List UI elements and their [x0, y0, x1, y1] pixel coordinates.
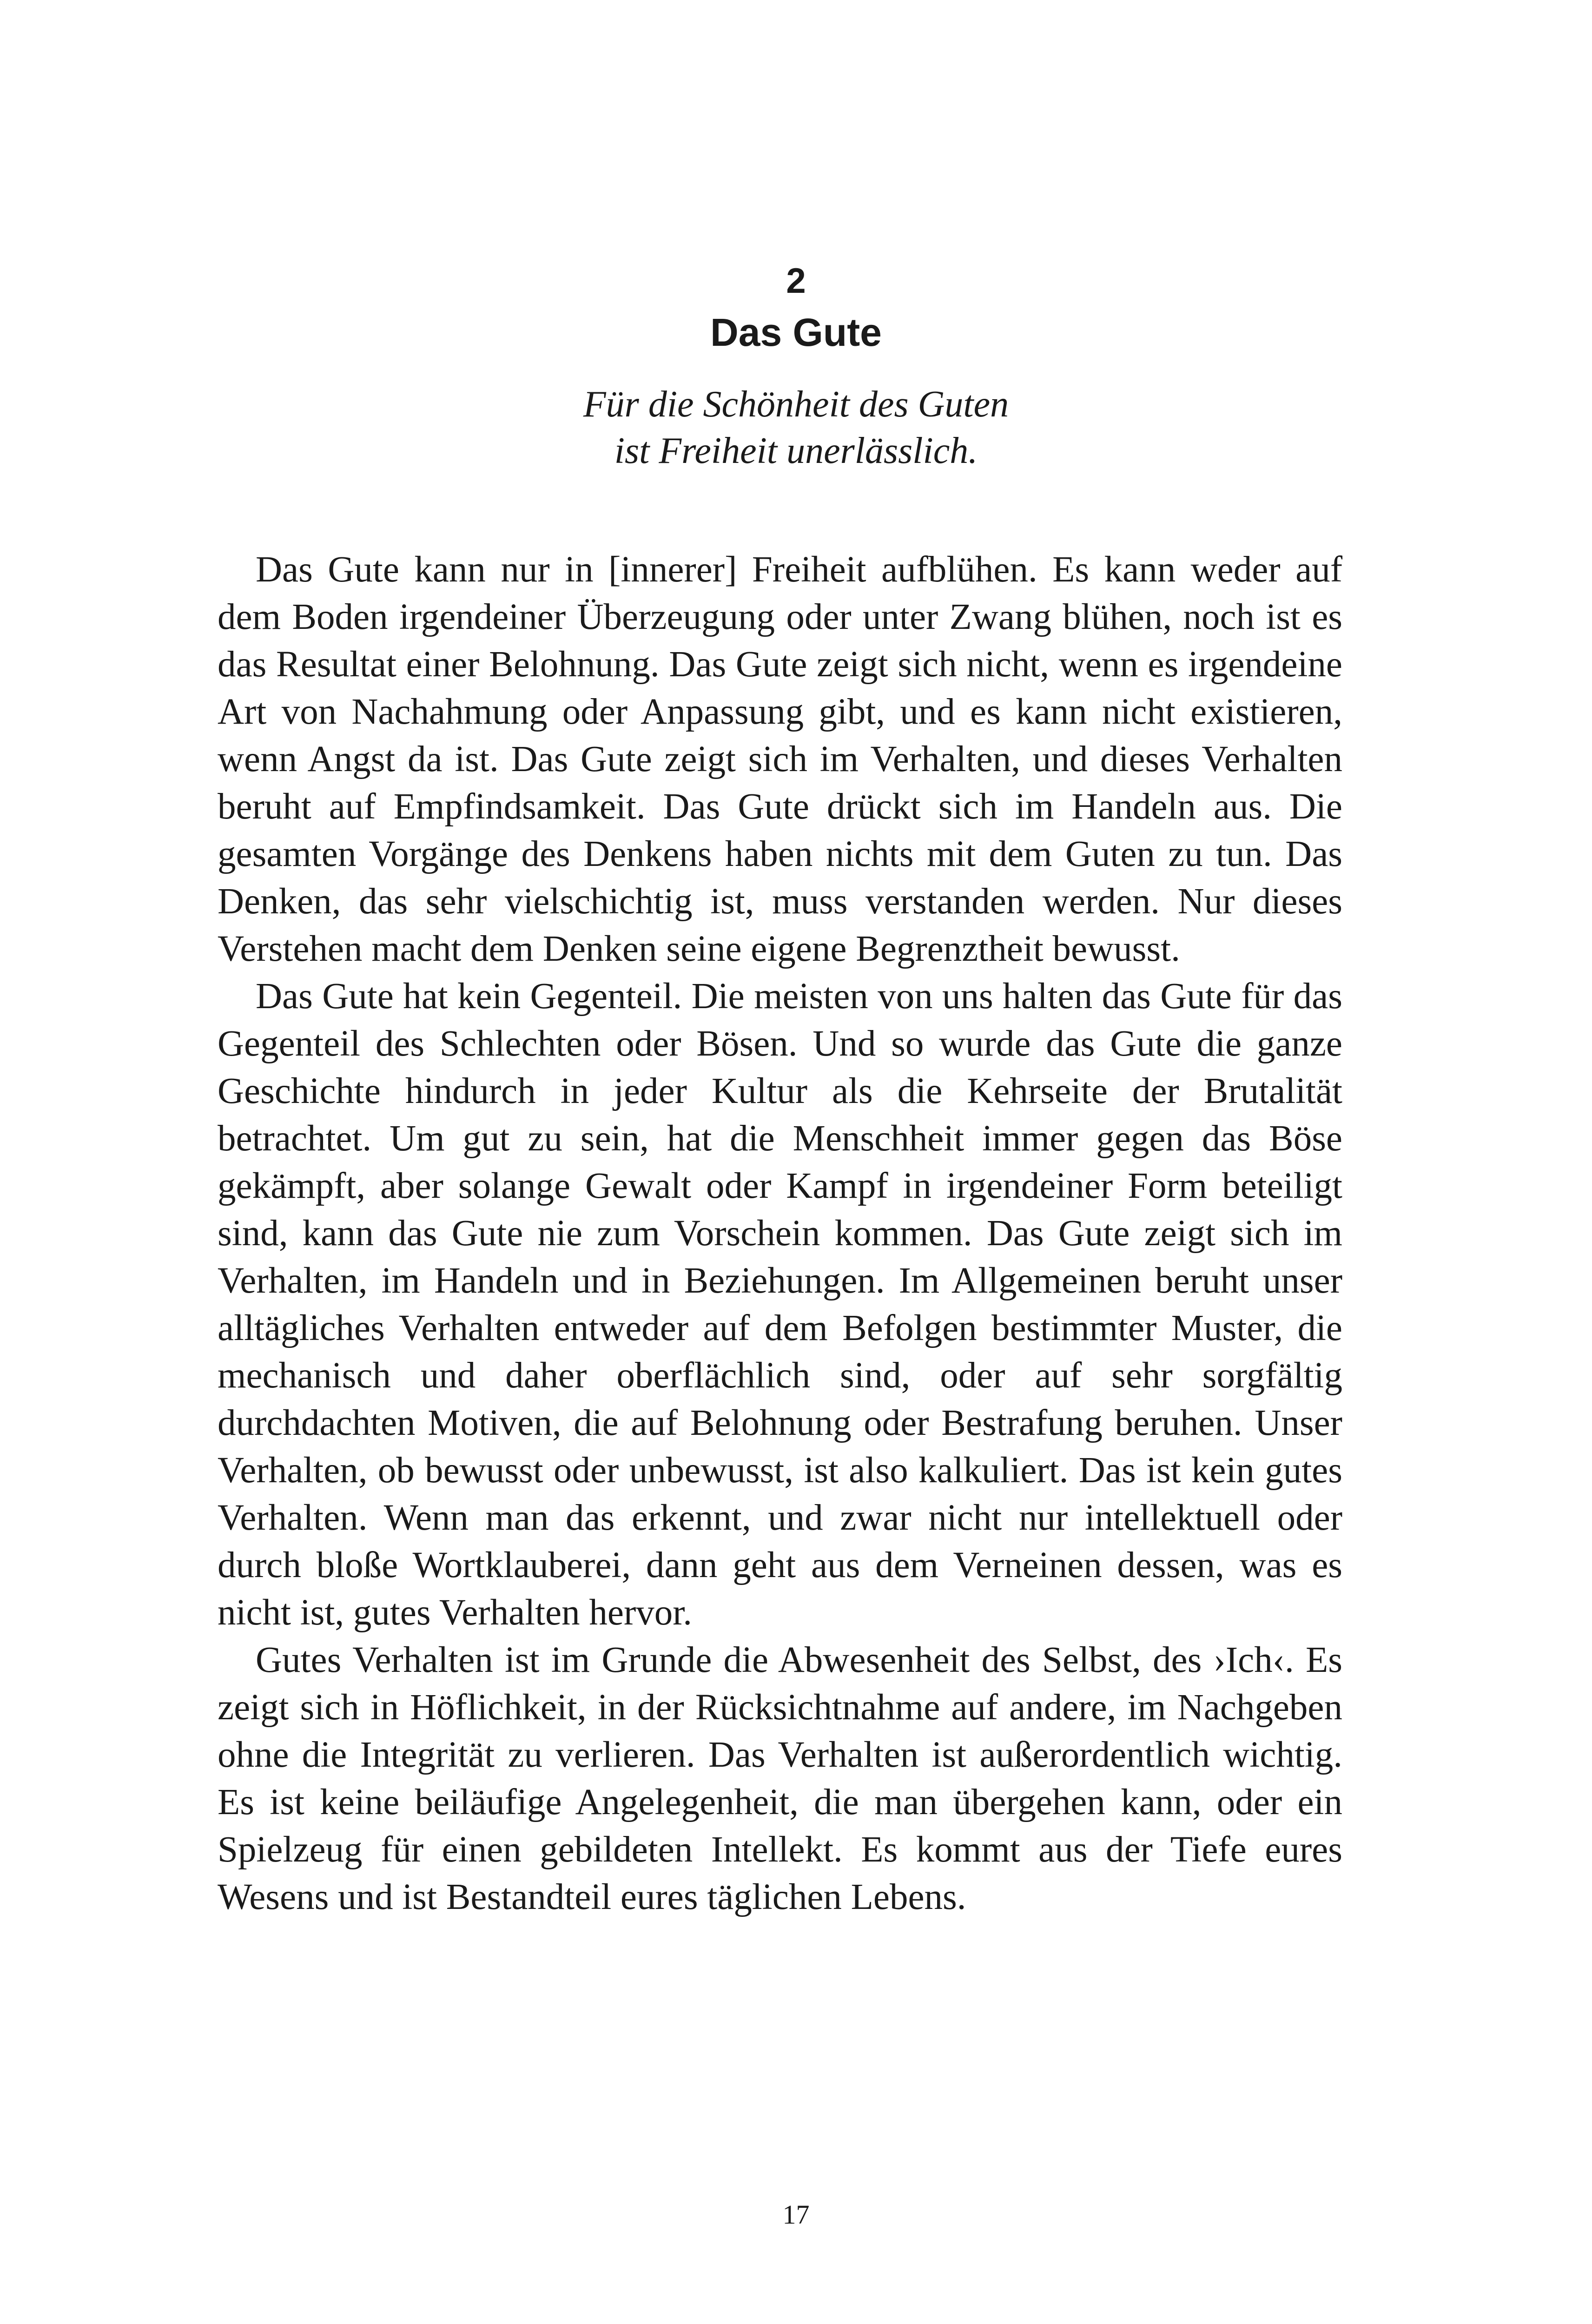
body-text [218, 546, 1342, 1921]
epigraph [0, 381, 1592, 474]
chapter-number: 2 [786, 261, 806, 301]
paragraph-2: Das Gute hat kein Gegenteil. Die meisten von uns halten das Gute für das Gegenteil des Schlechten oder Bösen. Und so wurde das Gute die ganze Geschichte hindurch in jeder Kultur als die Kehrseite der Brutalität betrachtet. Um gut zu sein, hat die Menschheit immer gegen das Böse gekämpft, aber solange Gewalt oder Kampf in irgendeiner Form beteiligt sind, kann das Gute nie zum Vorschein kommen. Das Gute zeigt sich im Verhalten, im Handeln und in Beziehungen. Im Allgemeinen beruht unser alltägliches Verhalten entweder auf dem Befolgen bestimmter Muster, die mechanisch und daher oberflächlich sind, oder auf sehr sorgfältig durchdachten Motiven, die auf Belohnung oder Bestrafung beruhen. Unser Verhalten, ob bewusst oder unbewusst, ist also kalkuliert. Das ist kein gutes Verhalten. Wenn man das erkennt, und zwar nicht nur intellektuell oder durch bloße Wortklauberei, dann geht aus dem Verneinen dessen, was es nicht ist, gutes Verhalten hervor. [218, 976, 1342, 1633]
paragraph-1: Das Gute kann nur in [innerer] Freiheit aufblühen. Es kann weder auf dem Boden irgendeiner Überzeugung oder unter Zwang blühen, noch ist es das Resultat einer Belohnung. Das Gute zeigt sich nicht, wenn es irgendeine Art von Nachahmung oder Anpassung gibt, und es kann nicht existieren, wenn Angst da ist. Das Gute zeigt sich im Verhalten, und dieses Verhalten beruht auf Empfindsamkeit. Das Gute drückt sich im Handeln aus. Die gesamten Vorgänge des Denkens haben nichts mit dem Guten zu tun. Das Denken, das sehr vielschichtig ist, muss verstanden werden. Nur dieses Verstehen macht dem Denken seine eigene Begrenztheit bewusst. [218, 549, 1342, 969]
page-number: 17 [782, 2199, 810, 2230]
paragraph-3: Gutes Verhalten ist im Grunde die Abwesenheit des Selbst, des ›Ich‹. Es zeigt sich in Höflichkeit, in der Rücksichtnahme auf andere, im Nachgeben ohne die Integrität zu verlieren. Das Verhalten ist außerordentlich wichtig. Es ist keine beiläufige Angelegenheit, die man übergehen kann, oder ein Spielzeug für einen gebildeten Intellekt. Es kommt aus der Tiefe eures Wesens und ist Bestandteil eures täglichen Lebens. [218, 1640, 1342, 1917]
epigraph-line-2: ist Freiheit unerlässlich. [614, 430, 978, 471]
chapter-title: Das Gute [710, 310, 882, 354]
epigraph-line-1: Für die Schönheit des Guten [583, 384, 1009, 425]
